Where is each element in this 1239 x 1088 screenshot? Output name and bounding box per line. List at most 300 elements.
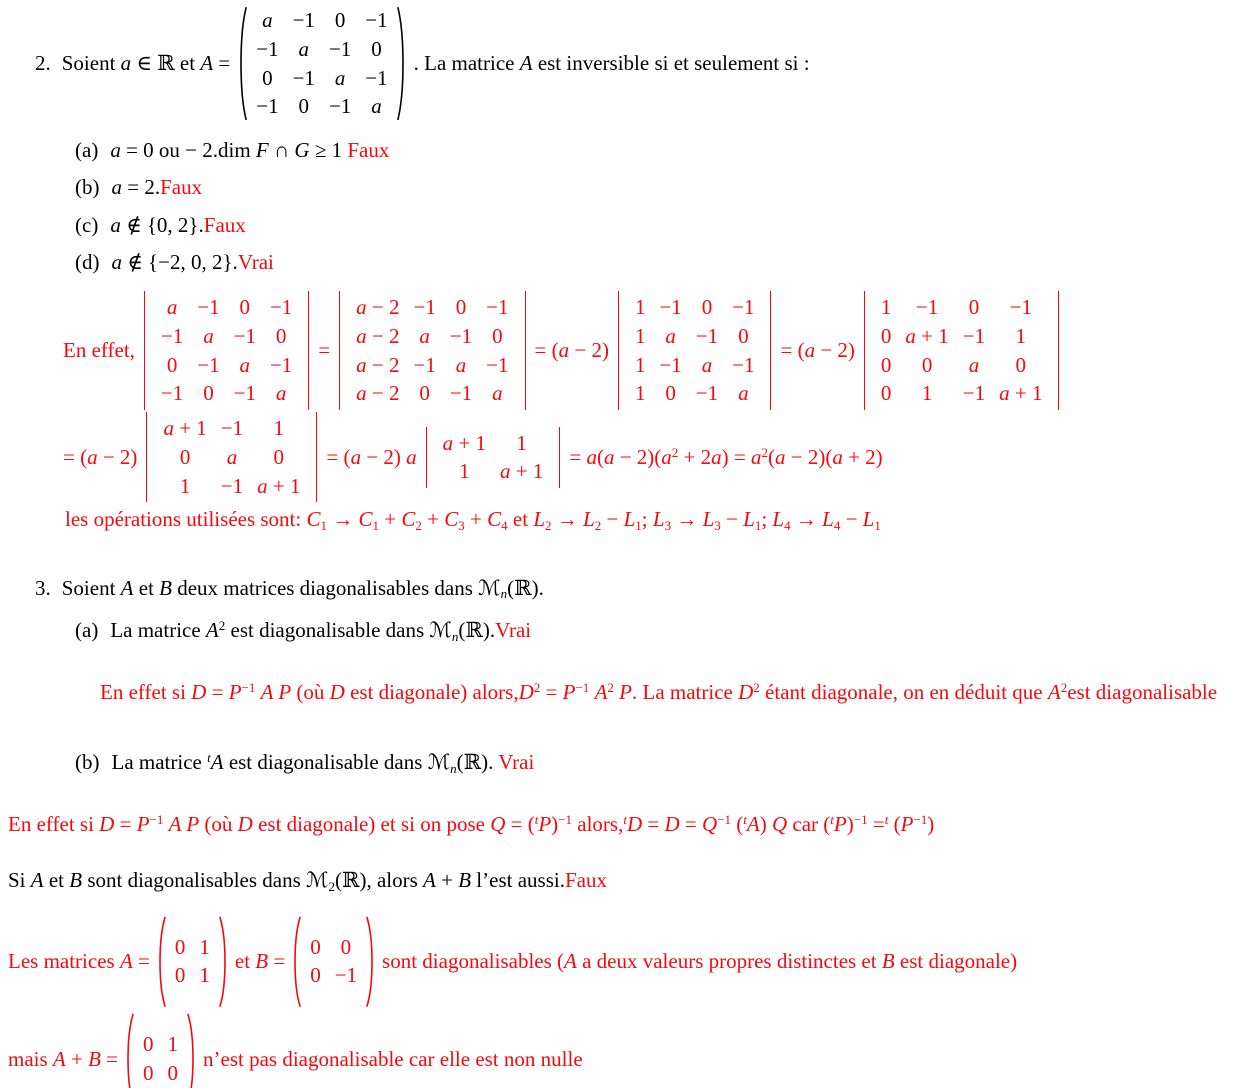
matrix-cell — [969, 295, 980, 320]
matrix-cell — [492, 324, 503, 349]
math-text: 1 — [634, 323, 646, 348]
text-run: 1 — [635, 518, 642, 534]
text-run: 3 — [714, 518, 721, 534]
q3-choice-b — [75, 749, 1239, 775]
choice-c — [75, 212, 1239, 238]
text-run: − 2) — [97, 445, 138, 470]
text-run: 1 — [754, 518, 762, 534]
matrix-cell — [738, 381, 749, 406]
math-text: 0 — [1015, 352, 1027, 377]
matrix-B-example-grid — [302, 916, 365, 1008]
math-var: a — [455, 352, 467, 377]
math-var: a — [738, 381, 749, 406]
text-run: a — [111, 249, 122, 274]
text-run: a — [832, 445, 843, 470]
math-text: 1 — [199, 963, 210, 988]
math-text: −1 — [1009, 295, 1032, 320]
text-run: D — [518, 680, 534, 705]
text-run: a — [586, 445, 597, 470]
math-text: 1 — [459, 459, 470, 484]
determinant-2 — [339, 291, 525, 410]
matrix-cell — [922, 381, 933, 406]
equals-factor-1 — [535, 337, 609, 363]
text-run: → — [790, 507, 823, 532]
text-run: 4 — [833, 518, 841, 534]
text-run: t — [623, 811, 627, 827]
matrix-cell — [203, 381, 214, 406]
math-text: 1 — [199, 934, 210, 959]
matrix-cell — [963, 324, 985, 349]
math-text: 0 — [275, 323, 287, 348]
determinant-2-grid — [348, 293, 516, 408]
math-var: a — [226, 444, 238, 469]
text-run: = — [642, 812, 665, 837]
text-run: ℳ — [478, 575, 501, 600]
choice-a-label: (a) — [75, 138, 99, 163]
text-run: A — [30, 868, 44, 893]
math-text: 1 — [179, 473, 191, 498]
math-var: a — [257, 473, 268, 498]
math-text: 1 — [516, 430, 527, 455]
math-text: −1 — [659, 295, 682, 320]
matrix-cell — [500, 459, 543, 484]
math-text: 0 — [166, 352, 178, 377]
question-3-text — [62, 575, 544, 601]
matrix-cell — [1016, 353, 1027, 378]
math-var: a — [371, 94, 382, 119]
sum-statement — [8, 867, 1239, 893]
math-text: 1 — [634, 381, 646, 406]
math-text: − 2 — [366, 323, 400, 348]
text-run: ) — [551, 812, 559, 837]
matrix-A-example-grid — [167, 916, 218, 1008]
matrix-cell — [161, 381, 183, 406]
math-text: −1 — [269, 295, 293, 320]
text-run: −1 — [149, 811, 164, 827]
math-text: −1 — [486, 352, 509, 377]
matrix-cell — [419, 381, 430, 406]
text-run: A — [1047, 680, 1061, 705]
text-run: F — [255, 138, 269, 163]
math-text: −1 — [449, 381, 473, 406]
text-run: a — [558, 338, 570, 363]
q3-choice-a — [75, 617, 1239, 643]
text-run: P — [833, 812, 847, 837]
math-text: 0 — [167, 1061, 179, 1086]
text-run: est inversible si et seulement si : — [532, 51, 810, 76]
text-run: ) — [759, 812, 772, 837]
text-run: . La matrice — [413, 51, 520, 76]
text-run: a — [804, 338, 816, 363]
text-run: a — [711, 445, 722, 470]
text-run: (ℝ). — [507, 575, 544, 600]
math-text: 1 — [273, 416, 285, 441]
matrix-cell — [635, 381, 646, 406]
text-run: = ( — [505, 812, 535, 837]
math-text: 0 — [179, 444, 191, 469]
math-text: 1 — [921, 381, 933, 406]
math-var: a — [239, 352, 251, 377]
right-paren-icon — [396, 6, 407, 121]
math-text: −1 — [233, 323, 256, 348]
matrix-cell — [274, 445, 285, 470]
text-run: et — [43, 868, 70, 893]
text-run: n — [500, 586, 508, 602]
matrix-cell — [180, 445, 191, 470]
text-run: = — [206, 680, 229, 705]
choice-b-text — [112, 174, 203, 200]
question-2-choices — [75, 137, 1239, 275]
text-run: Faux — [347, 138, 390, 163]
text-run: = ( — [326, 445, 351, 470]
text-run: 2 — [218, 617, 226, 633]
matrix-cell — [167, 295, 178, 320]
text-run: L — [533, 507, 546, 532]
math-var: a — [298, 36, 310, 61]
text-run: A P — [260, 680, 292, 705]
text-run: étant diagonale, on en déduit que — [759, 680, 1048, 705]
math-text: −1 — [197, 352, 220, 377]
text-run: Faux — [564, 868, 607, 893]
math-text: −1 — [365, 8, 388, 32]
matrix-cell — [732, 353, 754, 378]
matrix-cell — [161, 324, 183, 349]
matrix-cell — [240, 295, 251, 320]
text-run: L — [743, 507, 755, 532]
text-run: A P — [168, 812, 200, 837]
text-run: = — [679, 812, 702, 837]
q3-choice-b-text — [112, 749, 535, 775]
text-run: A — [200, 51, 214, 76]
choice-c-text — [110, 212, 245, 238]
matrix-cell — [227, 445, 238, 470]
text-run: C — [401, 507, 416, 532]
math-text: 1 — [1015, 323, 1027, 348]
question-2-intro — [62, 50, 231, 76]
math-text: 0 — [738, 323, 749, 348]
proof-lead: En effet, — [63, 338, 135, 363]
math-text: + 1 — [510, 459, 544, 484]
math-text: −1 — [659, 352, 682, 377]
matrix-cell — [413, 295, 435, 320]
matrix-cell — [276, 381, 287, 406]
choice-a-text — [110, 137, 389, 163]
math-text: 0 — [880, 352, 892, 377]
text-run: est diagonalisable dans — [225, 617, 430, 642]
text-run: Soient — [61, 575, 121, 600]
text-run: est diagonale) alors, — [344, 680, 519, 705]
math-text: − 2 — [366, 352, 400, 377]
matrix-cell — [270, 353, 292, 378]
math-text: + 1 — [267, 473, 301, 498]
text-run: La matrice — [111, 749, 208, 774]
text-run: L — [583, 507, 595, 532]
text-run: a — [775, 445, 786, 470]
text-run: D — [664, 812, 680, 837]
matrix-cell — [356, 324, 399, 349]
matrix-cell — [486, 295, 508, 320]
text-run: Vrai — [237, 249, 274, 274]
determinant-1 — [144, 291, 309, 410]
math-text: 0 — [371, 36, 382, 61]
math-text: −1 — [962, 323, 986, 348]
matrix-cell — [270, 295, 292, 320]
matrix-cell — [635, 353, 646, 378]
text-run: C — [358, 507, 373, 532]
matrix-cell — [175, 935, 186, 960]
text-run: a — [120, 51, 132, 76]
matrix-cell — [659, 295, 681, 320]
text-run: −1 — [853, 811, 868, 827]
text-run: A — [210, 749, 224, 774]
text-run: a — [111, 175, 122, 200]
text-run: ≥ 1 — [309, 138, 348, 163]
matrix-cell — [1016, 324, 1027, 349]
text-run: sont diagonalisables ( — [382, 949, 565, 974]
text-run: − 2)( — [614, 445, 662, 470]
text-run: = 0 ou − 2.dim — [120, 138, 256, 163]
text-run: −1 — [913, 811, 928, 827]
text-run: A — [119, 949, 133, 974]
matrix-cell — [365, 8, 387, 33]
math-var: a — [163, 416, 174, 441]
math-text: −1 — [328, 94, 352, 119]
text-run: Q — [490, 812, 506, 837]
text-run: L — [623, 507, 636, 532]
matrix-cell — [257, 474, 300, 499]
matrix-cell — [335, 66, 346, 91]
matrix-cell — [163, 416, 206, 441]
math-text: −1 — [220, 416, 244, 441]
matrix-cell — [221, 416, 243, 441]
text-run: D — [329, 680, 345, 705]
math-text: 0 — [921, 352, 933, 377]
determinant-proof — [0, 291, 1239, 533]
math-text: 0 — [880, 323, 892, 348]
matrix-cell — [197, 353, 219, 378]
matrix-cell — [262, 8, 273, 33]
text-run: L — [652, 507, 665, 532]
choice-c-label: (c) — [75, 212, 99, 237]
matrix-A — [237, 6, 406, 121]
text-run: C — [306, 507, 321, 532]
matrix-cell — [881, 353, 892, 378]
determinant-5 — [146, 412, 317, 502]
text-run: a — [661, 445, 672, 470]
text-run: 2 — [415, 518, 422, 534]
math-text: 0 — [968, 295, 980, 320]
text-run: + — [435, 868, 459, 893]
matrix-cell — [365, 66, 387, 91]
matrix-cell — [486, 353, 508, 378]
text-run: 2 — [753, 680, 760, 696]
math-text: −1 — [269, 352, 293, 377]
matrix-cell — [356, 353, 399, 378]
text-run: C — [444, 507, 459, 532]
matrix-cell — [371, 37, 382, 62]
matrix-cell — [881, 381, 892, 406]
text-run: L — [822, 507, 834, 532]
math-text: − 2 — [366, 381, 400, 406]
math-text: −1 — [160, 381, 184, 406]
text-run: A — [52, 1047, 66, 1071]
matrix-cell — [256, 94, 278, 119]
math-var: a — [442, 430, 454, 455]
matrix-cell — [299, 94, 310, 119]
matrix-cell — [341, 935, 352, 960]
matrix-cell — [168, 1061, 179, 1086]
text-run: 2 — [533, 680, 541, 696]
text-run: A — [519, 51, 533, 76]
math-text: 1 — [634, 295, 646, 320]
text-run: En effet si — [100, 680, 192, 705]
operations-text — [65, 506, 881, 532]
math-var: a — [701, 352, 713, 377]
math-text: −1 — [695, 323, 719, 348]
matrix-cell — [999, 381, 1042, 406]
matrix-cell — [696, 324, 718, 349]
matrix-cell — [356, 295, 399, 320]
text-run: 4 — [784, 518, 791, 534]
q3-choice-a-label: (a) — [75, 617, 99, 642]
matrix-cell — [262, 66, 273, 91]
matrix-cell — [635, 324, 646, 349]
math-var: a — [500, 459, 511, 484]
math-var: a — [356, 352, 367, 377]
determinant-3-grid — [627, 293, 763, 408]
text-run: t — [830, 811, 834, 827]
equals-factor-3 — [63, 444, 137, 470]
math-var: a — [492, 381, 503, 406]
choice-b — [75, 174, 1239, 200]
math-text: 1 — [880, 295, 892, 320]
example-prefix — [8, 948, 150, 974]
text-run: D — [99, 812, 115, 837]
question-3-header — [35, 575, 1239, 601]
text-run: G — [294, 138, 310, 163]
text-run: −1 — [717, 811, 732, 827]
q3-note-b — [8, 811, 1239, 837]
operations-line — [65, 506, 1239, 532]
matrix-cell — [696, 381, 718, 406]
text-run: → — [327, 507, 359, 532]
text-run: ( — [768, 445, 775, 470]
q3-choice-a-text — [110, 617, 531, 643]
math-text: 0 — [174, 934, 186, 959]
math-text: + 1 — [915, 323, 949, 348]
text-run: Faux — [203, 212, 246, 237]
q3-choice-b-label: (b) — [75, 749, 100, 774]
math-text: 0 — [701, 295, 713, 320]
text-run: ∉ {−2, 0, 2}. — [122, 249, 238, 274]
matrix-A-grid — [248, 6, 395, 121]
matrix-cell — [234, 381, 256, 406]
text-run: + — [464, 507, 488, 532]
math-text: 0 — [880, 381, 892, 406]
text-run: − 2) — [815, 338, 855, 363]
text-run: Vrai — [495, 617, 532, 642]
matrix-cell — [459, 459, 470, 484]
math-text: −1 — [233, 381, 256, 406]
matrix-cell — [702, 353, 713, 378]
text-run: et — [133, 575, 160, 600]
text-run: a — [110, 212, 121, 237]
text-run: = — [867, 812, 885, 837]
matrix-cell — [443, 431, 486, 456]
sum-line — [8, 1013, 1239, 1088]
math-text: 0 — [239, 295, 251, 320]
math-var: a — [905, 323, 916, 348]
question-2 — [0, 6, 1239, 533]
text-run: 1 — [372, 518, 380, 534]
text-run: = — [114, 812, 137, 837]
text-run: A — [746, 812, 760, 837]
text-run: + 2 — [678, 445, 712, 470]
text-run: B — [69, 868, 83, 893]
matrix-cell — [665, 324, 676, 349]
matrix-sum — [124, 1013, 197, 1088]
text-run: P — [136, 812, 150, 837]
math-text: 0 — [665, 381, 676, 406]
math-text: −1 — [292, 8, 315, 32]
determinant-4-grid — [873, 293, 1051, 408]
matrix-cell — [276, 324, 287, 349]
matrix-cell — [659, 353, 681, 378]
text-run: est diagonale) et si on pose — [252, 812, 491, 837]
math-text: −1 — [413, 352, 436, 377]
text-run: deux matrices diagonalisables dans — [171, 575, 479, 600]
matrix-cell — [274, 416, 285, 441]
choice-d-text — [112, 249, 274, 275]
text-run: −1 — [575, 680, 590, 696]
question-2-number: 2. — [35, 51, 51, 76]
left-paren-icon — [291, 916, 302, 1008]
matrix-cell — [175, 963, 186, 988]
text-run: P — [538, 812, 552, 837]
text-run: Soient — [61, 51, 121, 76]
matrix-cell — [197, 295, 219, 320]
text-run: ; — [641, 507, 653, 532]
determinant-3 — [618, 291, 772, 410]
text-run: a — [110, 138, 121, 163]
text-run: Faux — [160, 175, 203, 200]
math-text: −1 — [365, 65, 388, 90]
text-run: En effet si — [8, 812, 100, 837]
matrix-cell — [371, 94, 382, 119]
matrix-cell — [221, 474, 243, 499]
text-run: D — [191, 680, 207, 705]
math-var: a — [334, 65, 346, 90]
matrix-cell — [356, 381, 399, 406]
text-run: 2 — [671, 444, 679, 460]
matrix-cell — [240, 353, 251, 378]
matrix-sum-grid — [135, 1013, 186, 1088]
math-text: 0 — [492, 323, 503, 348]
matrix-cell — [335, 963, 357, 988]
text-run: = — [540, 680, 563, 705]
text-run: − — [720, 507, 744, 532]
math-text: 1 — [167, 1032, 179, 1057]
math-text: −1 — [197, 295, 220, 320]
left-paren-icon — [124, 1013, 135, 1088]
matrix-cell — [881, 324, 892, 349]
matrix-cell — [199, 963, 210, 988]
text-run: − 2)( — [785, 445, 833, 470]
math-text: 0 — [419, 381, 430, 406]
text-run: B — [881, 949, 895, 974]
choice-d — [75, 249, 1239, 275]
text-run: → — [551, 507, 584, 532]
